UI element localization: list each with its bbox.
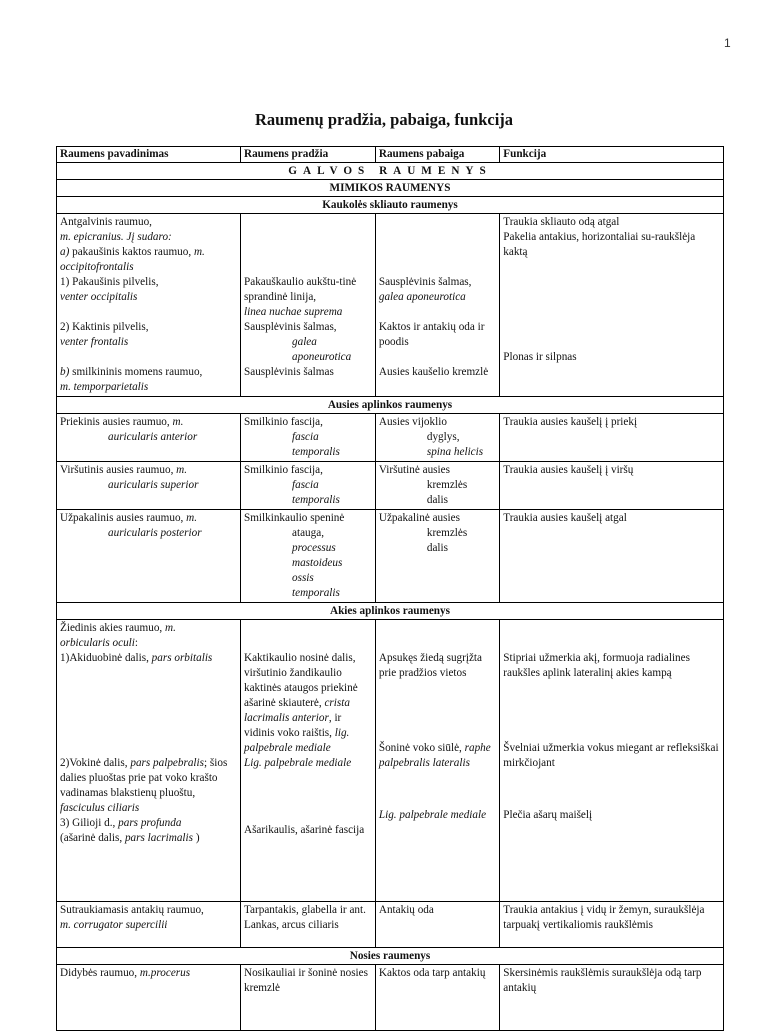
text: Viršutinis ausies raumuo, [60, 464, 174, 476]
section-row [57, 163, 724, 180]
text: Pakauškaulio aukštu-tinė sprandinė linija, [244, 276, 357, 303]
text: raphe palpebralis lateralis [378, 742, 491, 769]
text: m. [176, 464, 188, 476]
text: Didybės raumuo, [60, 967, 138, 979]
text: Lig. palpebrale mediale [378, 809, 487, 821]
text: Pakelia antakius, horizontaliai su-raukšlėja kaktą [503, 231, 696, 258]
document-title: Raumenų pradžia, pabaiga, funkcija [254, 110, 514, 129]
cell-insertion [375, 214, 499, 397]
section-galvos: GALVOS RAUMENYS [57, 163, 724, 180]
text: m. epicranius. Jį sudaro: [60, 231, 172, 243]
text: ossis [292, 572, 314, 584]
cell-function [500, 620, 724, 902]
text: , ir vidinis voko raištis, [244, 712, 342, 739]
text: temporalis [292, 587, 340, 599]
text: Priekinis ausies raumuo, [60, 416, 170, 428]
text: fascia [292, 479, 319, 491]
text: Kaktikaulio nosinė dalis, viršutinio žandikaulio kaktinės ataugos priekinė ašarinė skiauterė, [244, 652, 358, 709]
cell-name: Žiedinis akies raumuo, m. orbicularis oculi: 1)Akiduobinė dalis, pars orbitalis 2)Vokinė dalis, pars palpebralis; šios dalies pluoštas prie pat voko krašto vadinamas blakstienų pluoštu, fasciculus ciliaris 3) Gilioji d., pars profunda (ašarinė dalis, pars lacrimalis ) [57, 620, 241, 902]
cell-function: Traukia ausies kaušelį į priekį [500, 414, 724, 462]
text: auricularis posterior [108, 527, 202, 539]
table-row [57, 462, 724, 510]
text: Šoninė voko siūlė, [378, 742, 462, 754]
text: Švelniai užmerkia vokus miegant ar refleksiškai mirkčiojant [503, 742, 719, 769]
text: venter occipitalis [60, 291, 138, 303]
text: ) [195, 832, 200, 844]
table-row [57, 902, 724, 948]
text: pars palpebralis [130, 757, 205, 769]
cell-origin [241, 462, 376, 510]
text: 3) Gilioji d., [60, 817, 116, 829]
text: b) [60, 366, 70, 378]
section-row [57, 948, 724, 965]
table-row [57, 965, 724, 1031]
text: kremzlės [426, 479, 468, 491]
text: Plonas ir silpnas [503, 351, 577, 363]
cell-insertion [375, 414, 499, 462]
section-row [57, 180, 724, 197]
text: m. corrugator supercilii [60, 919, 168, 931]
text: linea nuchae suprema [244, 306, 343, 318]
cell-insertion [375, 620, 499, 902]
cell-name [57, 214, 241, 397]
cell-origin [241, 510, 376, 603]
section-mimikos: MIMIKOS RAUMENYS [57, 180, 724, 197]
muscle-table [56, 146, 724, 1031]
cell-insertion [375, 510, 499, 603]
cell-function: Traukia ausies kaušelį į viršų [500, 462, 724, 510]
text: Smilkinio fascija, [244, 464, 323, 476]
table-row [57, 510, 724, 603]
text: Antgalvinis raumuo, [60, 216, 152, 228]
text: m. occipitofrontalis [60, 246, 205, 273]
text: Traukia skliauto odą atgal [503, 216, 620, 228]
cell-insertion: Antakių oda [375, 902, 499, 948]
text: galea aponeurotica [378, 291, 466, 303]
text: a) [60, 246, 70, 258]
text: Sutraukiamasis antakių raumuo, [60, 904, 204, 916]
cell-insertion: Kaktos oda tarp antakių [375, 965, 499, 1031]
text: Užpakalinis ausies raumuo, [60, 512, 184, 524]
text: pars lacrimalis [124, 832, 194, 844]
section-row [57, 197, 724, 214]
text: Žiedinis akies raumuo, [60, 622, 163, 634]
table-header-row [57, 147, 724, 163]
text: fasciculus ciliaris [60, 802, 140, 814]
header-function: Funkcija [500, 147, 724, 163]
cell-function [500, 214, 724, 397]
text: Smilkinio fascija, [244, 416, 323, 428]
section-kaukoles: Kaukolės skliauto raumenys [57, 197, 724, 214]
text: 2)Vokinė dalis, [60, 757, 128, 769]
cell-name [57, 462, 241, 510]
cell-origin: Nosikauliai ir šoninė nosies kremzlė [241, 965, 376, 1031]
text: 1)Akiduobinė dalis, [60, 652, 149, 664]
header-name: Raumens pavadinimas [57, 147, 241, 163]
text: dyglys, [426, 431, 460, 443]
text: Plečia ašarų maišelį [503, 809, 593, 821]
text: ; šios dalies pluoštas prie pat voko krašto vadinamas blakstienų pluoštu, [60, 757, 228, 799]
text: 1) Pakaušinis pilvelis, [60, 276, 159, 288]
section-row [57, 397, 724, 414]
text: pars profunda [118, 817, 182, 829]
text: lig. palpebrale mediale [244, 727, 350, 754]
section-row [57, 603, 724, 620]
cell-function: Traukia ausies kaušelį atgal [500, 510, 724, 603]
page-number: 1 [724, 36, 731, 50]
section-ausies: Ausies aplinkos raumenys [57, 397, 724, 414]
text: Ausies kaušelio kremzlė [378, 366, 489, 378]
table-row [57, 414, 724, 462]
section-akies: Akies aplinkos raumenys [57, 603, 724, 620]
header-origin: Raumens pradžia [241, 147, 376, 163]
cell-function: Traukia antakius į vidų ir žemyn, suraukšlėja tarpuakį vertikaliomis raukšlėmis [500, 902, 724, 948]
text: Viršutinė ausies [378, 464, 450, 476]
text: processus [292, 542, 336, 554]
cell-origin [241, 214, 376, 397]
text: galea aponeurotica [292, 336, 352, 363]
header-insertion: Raumens pabaiga [375, 147, 499, 163]
text: m. [172, 416, 184, 428]
cell-name [57, 510, 241, 603]
cell-name [57, 414, 241, 462]
text: m. [186, 512, 198, 524]
text: Smilkinkaulio speninė [244, 512, 345, 524]
text: Sausplėvinis šalmas, [244, 321, 337, 333]
text: Sausplėvinis šalmas [244, 366, 334, 378]
text: spina helicis [426, 446, 484, 458]
section-nosies: Nosies raumenys [57, 948, 724, 965]
cell-origin: Tarpantakis, glabella ir ant. Lankas, arcus ciliaris [241, 902, 376, 948]
text: atauga, [292, 527, 324, 539]
cell-function: Skersinėmis raukšlėmis suraukšlėja odą tarp antakių [500, 965, 724, 1031]
text: Kaktos ir antakių oda ir poodis [378, 321, 485, 348]
cell-origin [241, 414, 376, 462]
text: auricularis anterior [108, 431, 198, 443]
text: kremzlės [426, 527, 468, 539]
text: Stipriai užmerkia akį, formuoja radialines raukšles aplink lateralinį akies kampą [503, 652, 690, 679]
text: Užpakalinė ausies [378, 512, 460, 524]
table-row [57, 214, 724, 397]
text: 2) Kaktinis pilvelis, [60, 321, 149, 333]
cell-origin [241, 620, 376, 902]
text: fascia [292, 431, 319, 443]
table-row [57, 620, 724, 902]
text: mastoideus [292, 557, 343, 569]
text: orbicularis oculi [60, 637, 135, 649]
cell-name [57, 965, 241, 1031]
text: Lig. palpebrale mediale [244, 757, 352, 769]
text: pakaušinis kaktos raumuo, [69, 246, 192, 258]
cell-insertion [375, 462, 499, 510]
text: pars orbitalis [151, 652, 213, 664]
text: temporalis [292, 446, 340, 458]
text: auricularis superior [108, 479, 199, 491]
text: smilkininis momens raumuo, [69, 366, 203, 378]
text: m. [165, 622, 176, 634]
text: Sausplėvinis šalmas, [378, 276, 472, 288]
text: m.procerus [139, 967, 191, 979]
cell-name [57, 902, 241, 948]
text: venter frontalis [60, 336, 129, 348]
text: Ausies vijoklio [378, 416, 447, 428]
text: (ašarinė dalis, [60, 832, 123, 844]
text: m. temporparietalis [60, 381, 149, 393]
text: dalis [426, 494, 448, 506]
text: Apsukęs žiedą sugrįžta prie pradžios vietos [378, 652, 482, 679]
text: Ašarikaulis, ašarinė fascija [244, 824, 365, 836]
text: dalis [426, 542, 448, 554]
text: crista lacrimalis anterior [244, 697, 350, 724]
text: temporalis [292, 494, 340, 506]
